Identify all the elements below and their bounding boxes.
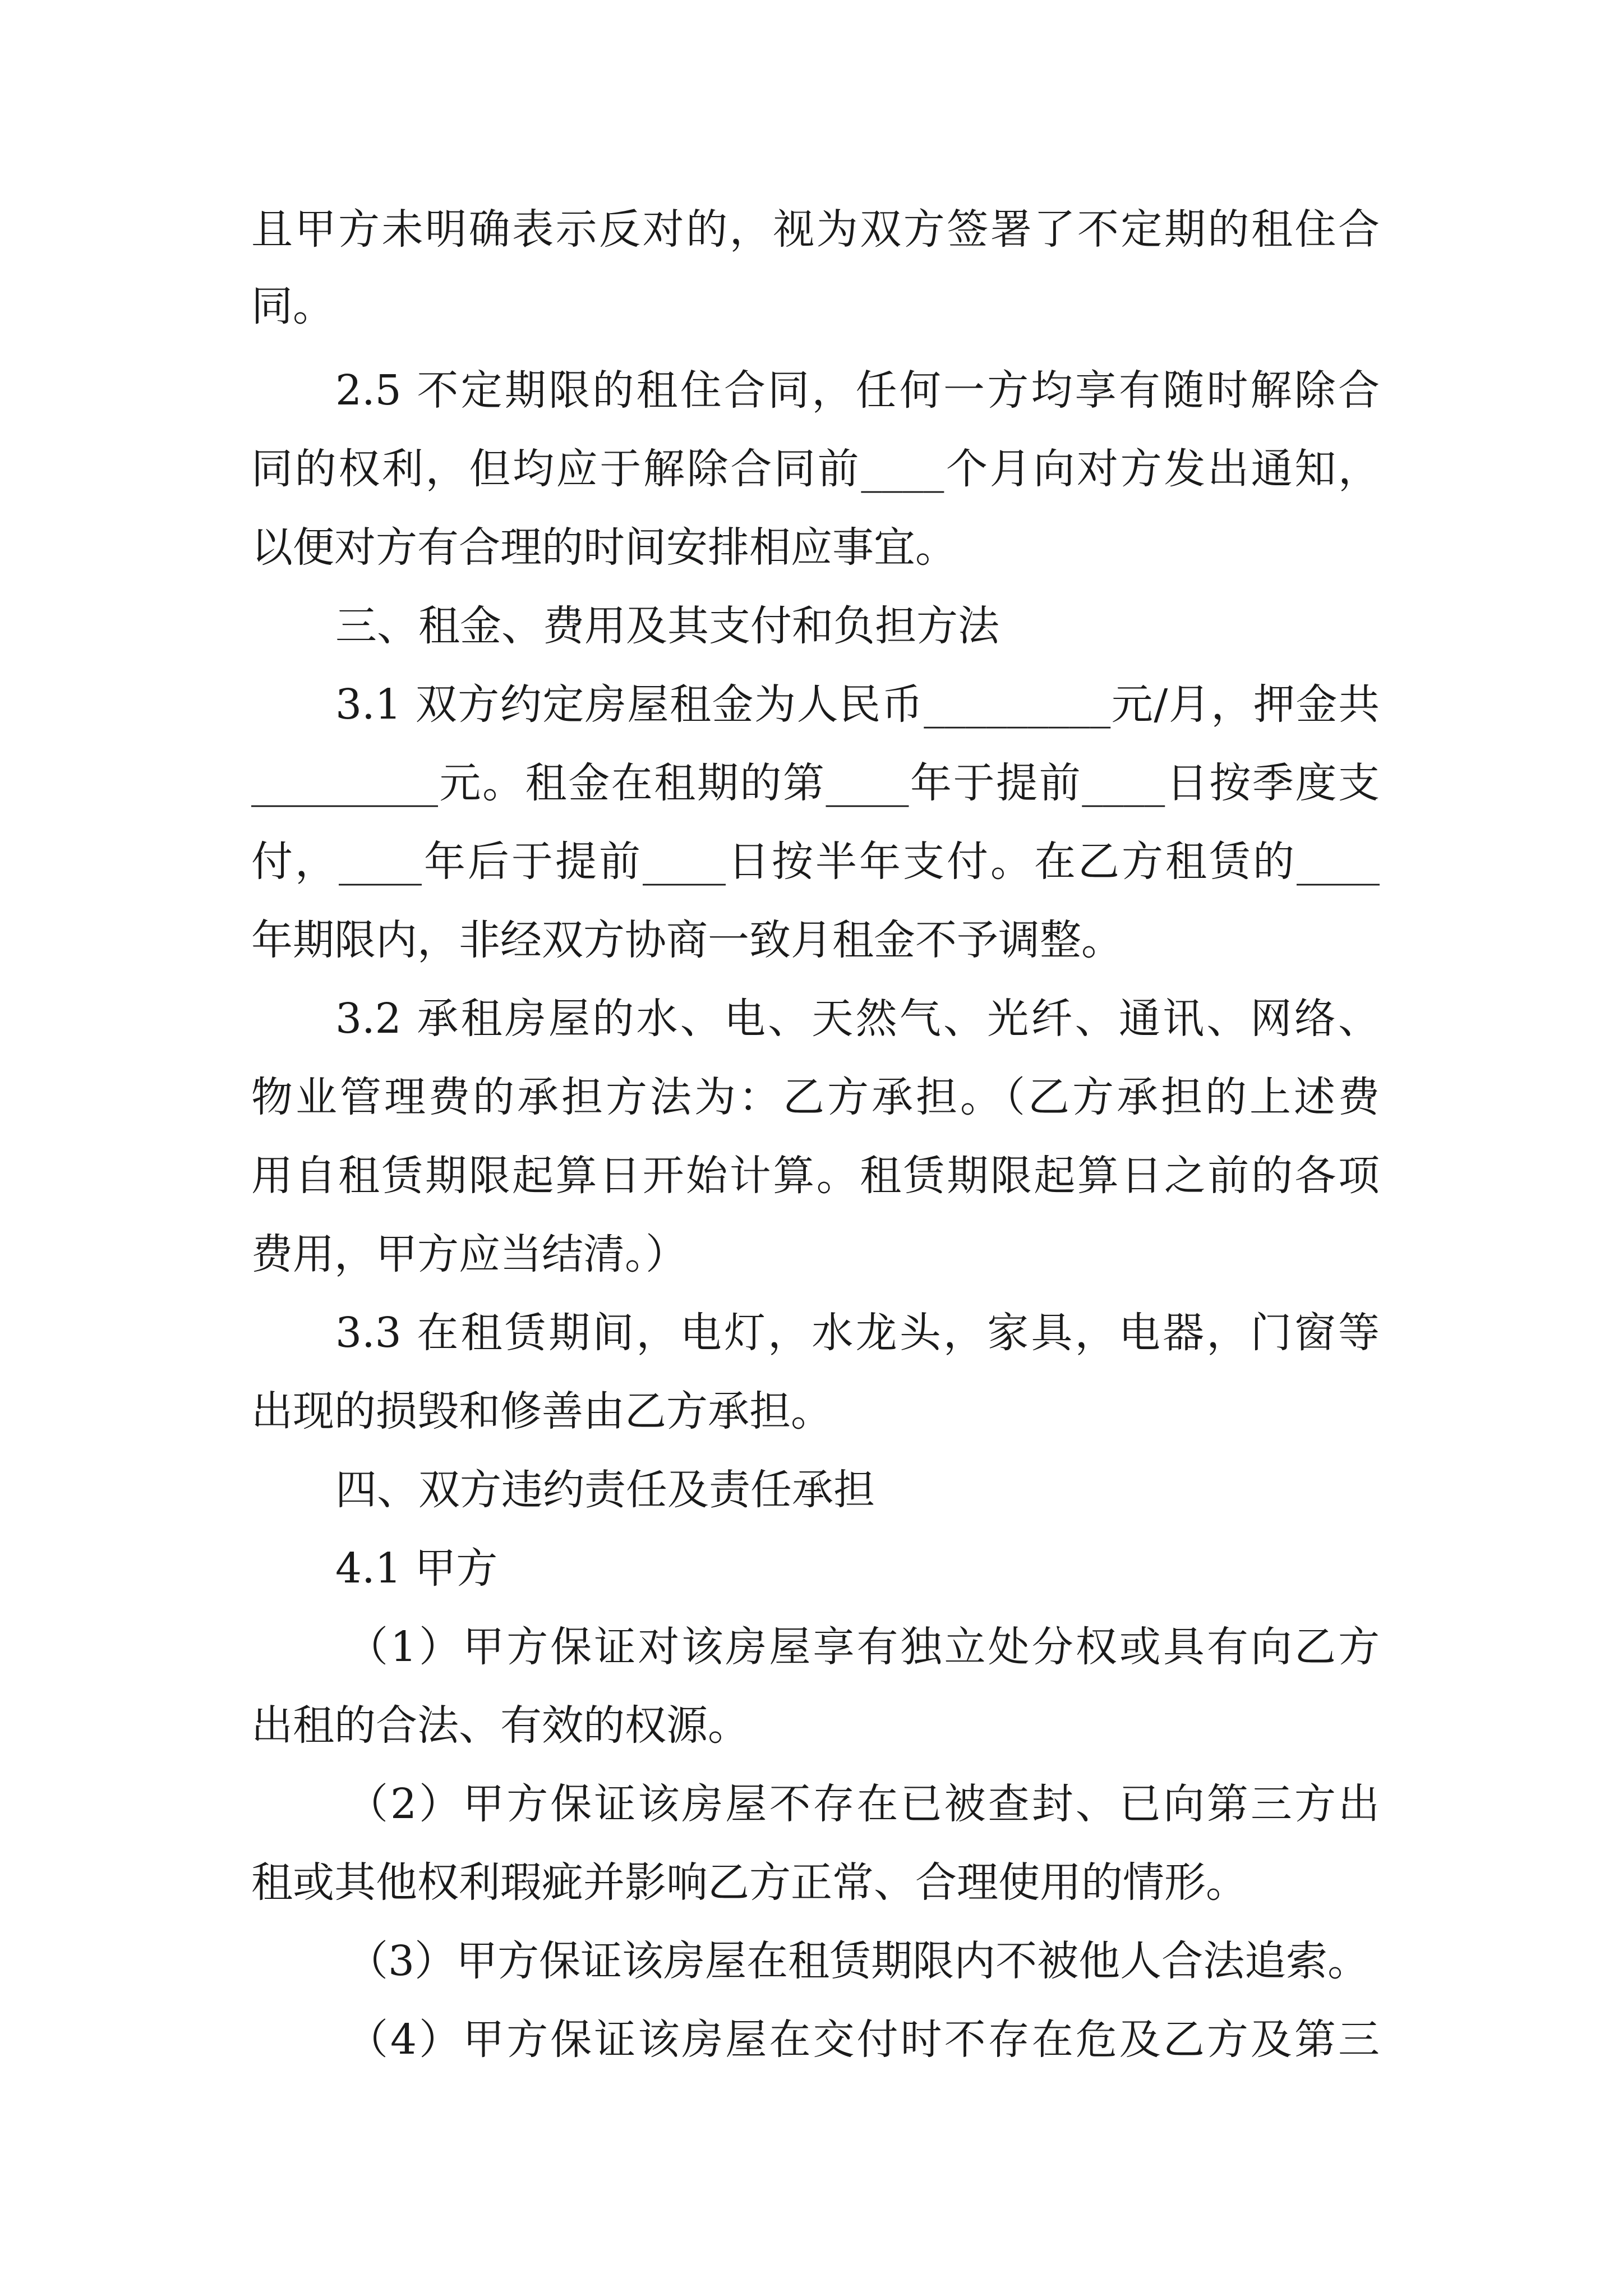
text-line: 且甲方未明确表示反对的，视为双方签署了不定期的租住合 (251, 205, 1380, 254)
section-heading: 三、租金、费用及其支付和负担方法 (335, 602, 999, 650)
text-line: 用自租赁期限起算日开始计算。租赁期限起算日之前的各项 (251, 1152, 1380, 1200)
text-line: 3.2 承租房屋的水、电、天然气、光纤、通讯、网络、 (335, 995, 1380, 1043)
text-line: （3）甲方保证该房屋在租赁期限内不被他人合法追索。 (347, 1937, 1370, 1985)
text-line: 年期限内，非经双方协商一致月租金不予调整。 (251, 916, 1123, 964)
text-line: 物业管理费的承担方法为：乙方承担。（乙方承担的上述费 (251, 1073, 1380, 1121)
text-line: 费用，甲方应当结清。） (251, 1230, 687, 1278)
text-line: 3.3 在租赁期间，电灯，水龙头，家具，电器，门窗等 (335, 1309, 1380, 1357)
text-line: （4）甲方保证该房屋在交付时不存在危及乙方及第三 (347, 2016, 1380, 2064)
text-line: 3.1 双方约定房屋租金为人民币_________元/月，押金共 (335, 680, 1380, 729)
text-line: 出现的损毁和修善由乙方承担。 (251, 1387, 832, 1435)
text-line: 出租的合法、有效的权源。 (251, 1701, 749, 1750)
text-line: （2）甲方保证该房屋不存在已被查封、已向第三方出 (347, 1780, 1380, 1828)
text-line: 同的权利，但均应于解除合同前____个月向对方发出通知， (251, 445, 1380, 493)
text-line: 同。 (251, 282, 334, 330)
text-line: 2.5 不定期限的租住合同，任何一方均享有随时解除合 (335, 366, 1380, 415)
text-line: （1）甲方保证对该房屋享有独立处分权或具有向乙方 (347, 1623, 1380, 1671)
text-line: _________元。租金在租期的第____年于提前____日按季度支 (251, 759, 1380, 807)
section-heading: 四、双方违约责任及责任承担 (335, 1466, 875, 1514)
subsection-heading: 4.1 甲方 (335, 1544, 498, 1593)
text-line: 以便对方有合理的时间安排相应事宜。 (251, 523, 957, 572)
text-line: 租或其他权利瑕疵并影响乙方正常、合理使用的情形。 (251, 1858, 1247, 1907)
text-line: 付，____年后于提前____日按半年支付。在乙方租赁的____ (251, 838, 1380, 886)
